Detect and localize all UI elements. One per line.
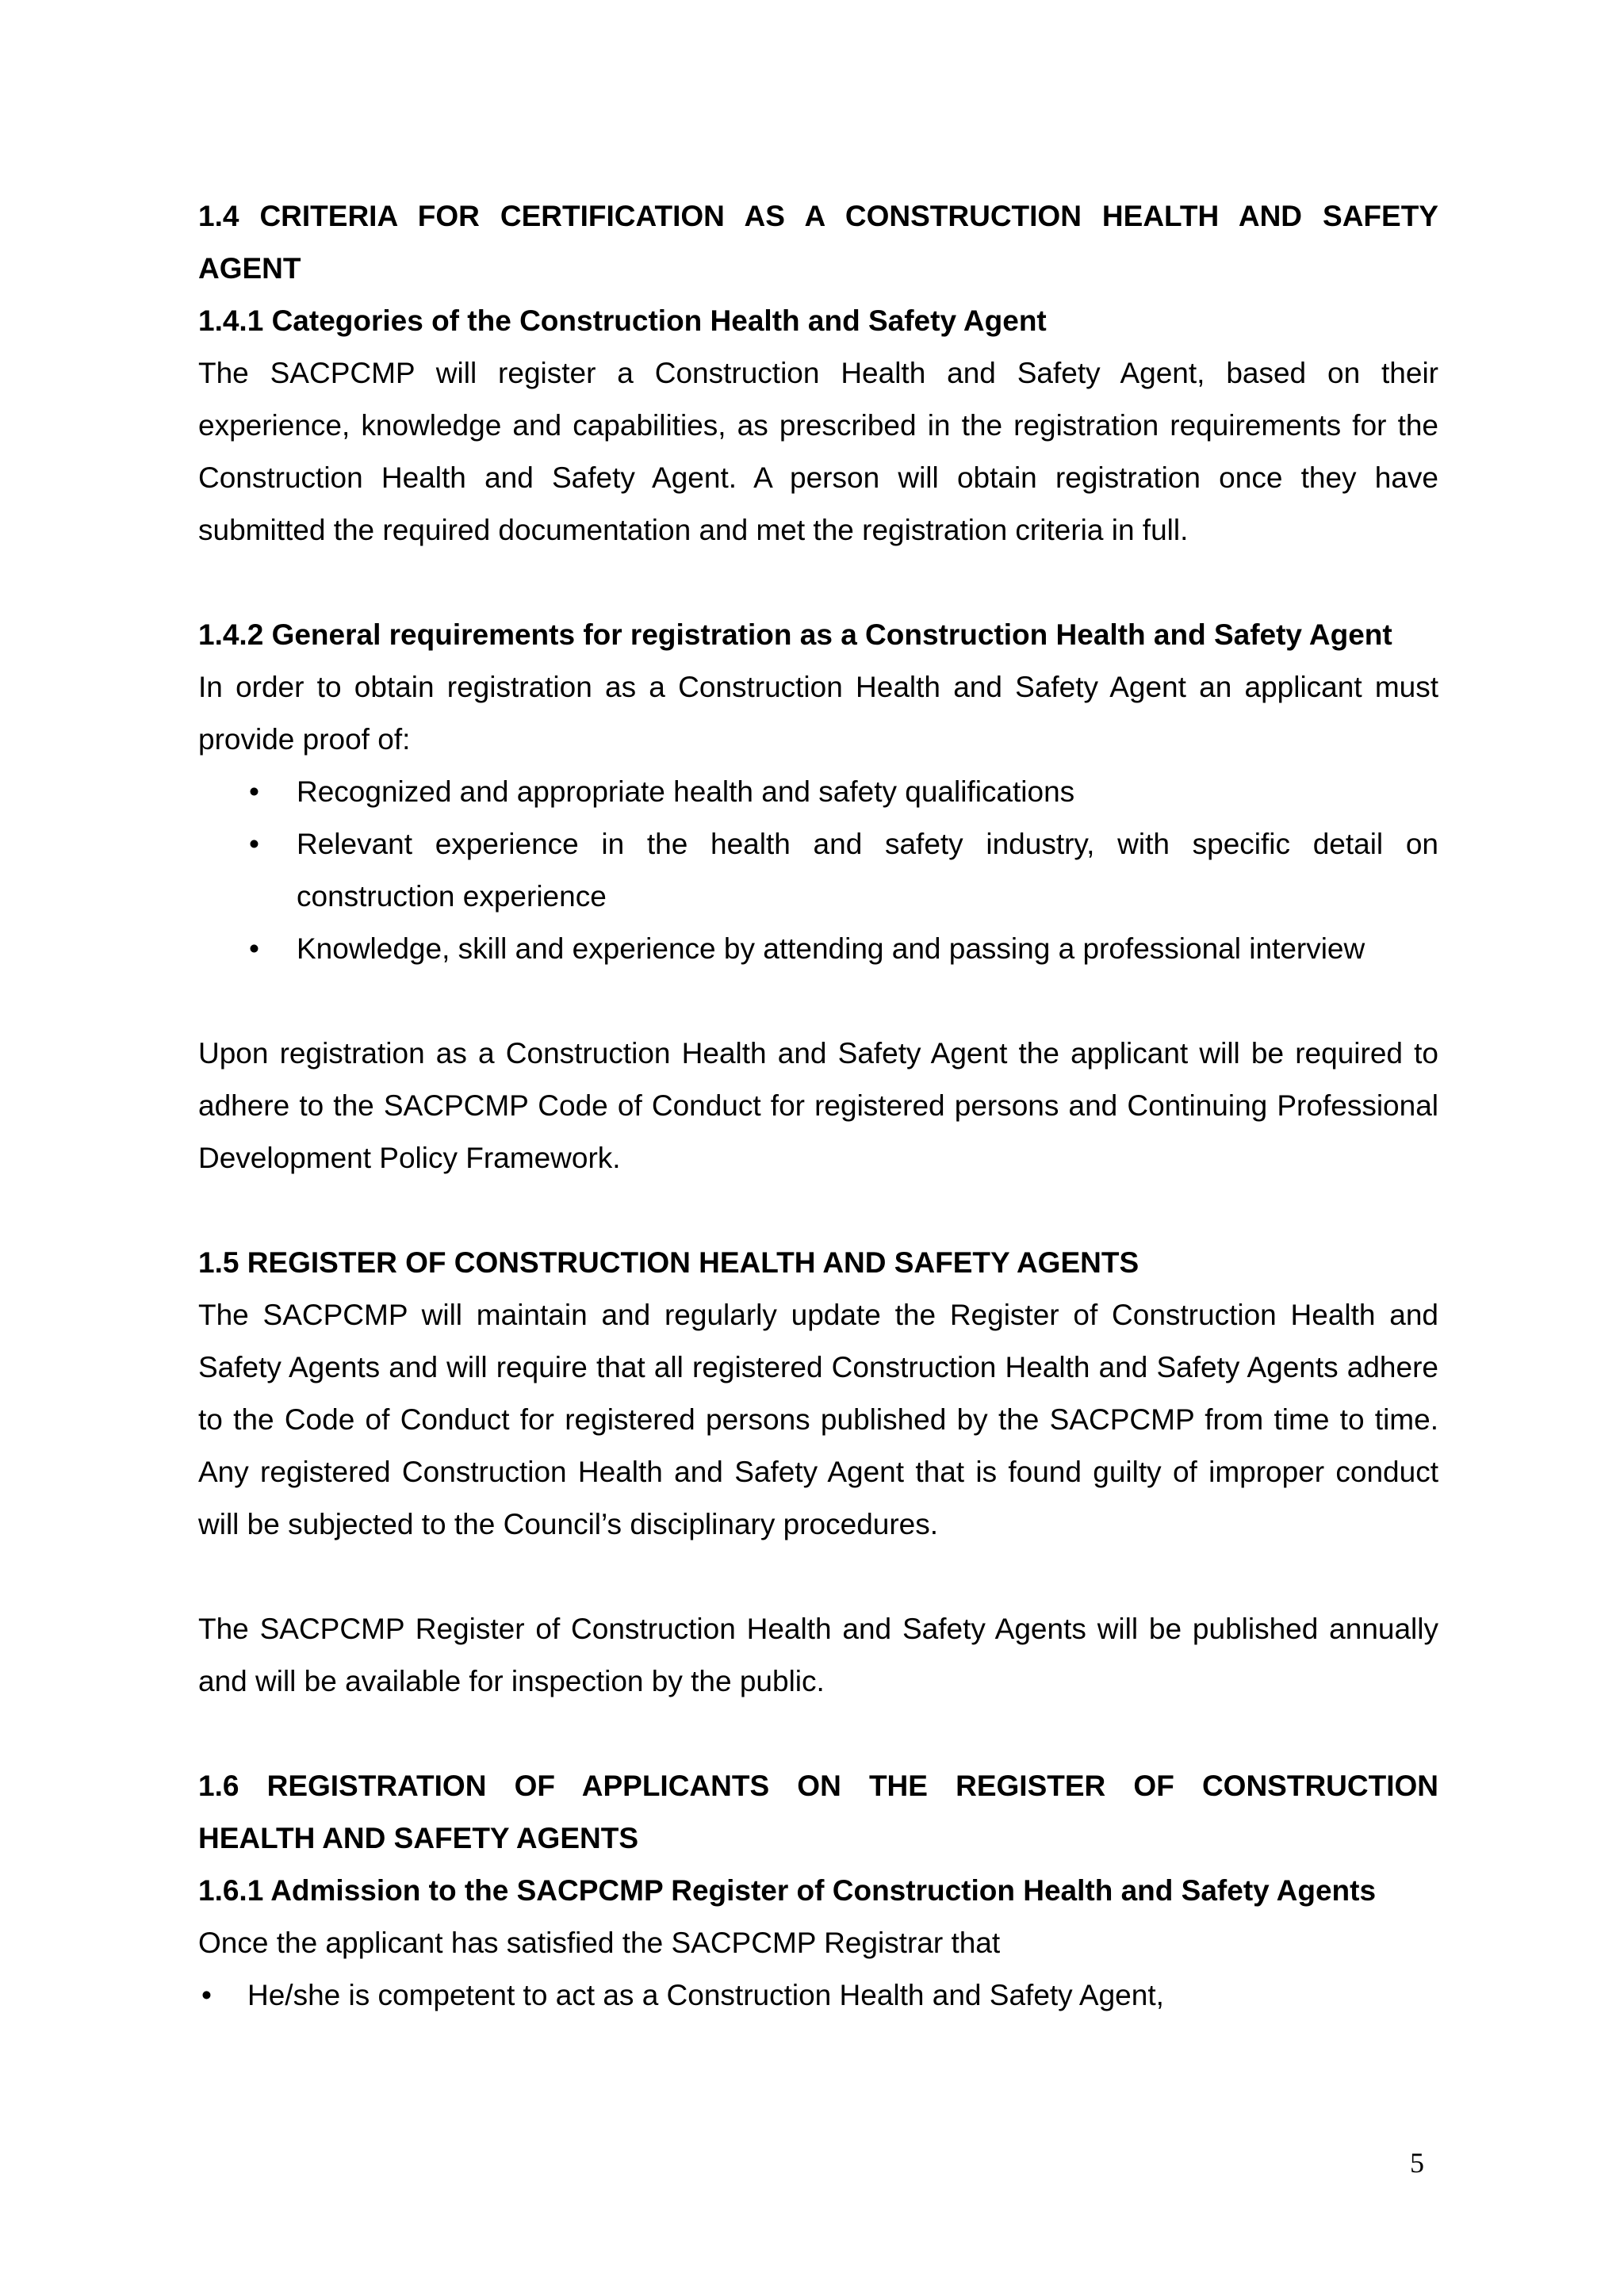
- section-1-4-2-closing: Upon registration as a Construction Health and Safety Agent the applicant will be required to adhere to the SACPCMP Code of Conduct for registered persons and Continuing Professional Development Policy Framework.: [198, 1037, 1438, 1174]
- section-1-4-2-intro: In order to obtain registration as a Construction Health and Safety Agent an applicant must provide proof of:: [198, 671, 1438, 756]
- section-1-4-1-body: The SACPCMP will register a Construction Health and Safety Agent, based on their experience, knowledge and capabilities, as prescribed in the registration requirements for the Construction Health and Safety Agent. A person will obtain registration once they have submitted the required documentation and met the registration criteria in full.: [198, 357, 1438, 546]
- spacer: [198, 975, 1438, 1027]
- spacer: [198, 1708, 1438, 1760]
- bullet-icon: •: [249, 932, 259, 965]
- list-item: [198, 818, 1438, 923]
- list-item: [198, 1969, 1438, 2022]
- section-1-6-1-intro: Once the applicant has satisfied the SACPCMP Registrar that: [198, 1927, 1001, 1959]
- spacer: [198, 557, 1438, 609]
- section-1-5-heading: 1.5 REGISTER OF CONSTRUCTION HEALTH AND SAFETY AGENTS: [198, 1246, 1139, 1279]
- section-1-5-para2: The SACPCMP Register of Construction Health and Safety Agents will be published annually and will be available for inspection by the public.: [198, 1613, 1438, 1697]
- admission-list: [198, 1969, 1438, 2022]
- spacer: [198, 1184, 1438, 1237]
- section-1-6-heading: 1.6 REGISTRATION OF APPLICANTS ON THE REGISTER OF CONSTRUCTION: [198, 1770, 1438, 1802]
- section-1-4-1-heading: 1.4.1 Categories of the Construction Health and Safety Agent: [198, 304, 1047, 337]
- page-body: [198, 190, 1438, 2022]
- bullet-icon: •: [201, 1979, 212, 2011]
- requirements-list: [198, 766, 1438, 975]
- page-number: 5: [1410, 2147, 1424, 2179]
- list-item-text: Knowledge, skill and experience by attending and passing a professional interview: [297, 932, 1365, 965]
- section-1-5-para1: The SACPCMP will maintain and regularly update the Register of Construction Health and Safety Agents and will require that all registered Construction Health and Safety Agents adhere to the Code of Conduct for registered persons published by the SACPCMP from time to time. Any registered Construction Health and Safety Agent that is found guilty of improper conduct will be subjected to the Council’s disciplinary procedures.: [198, 1299, 1438, 1540]
- list-item-text: He/she is competent to act as a Construction Health and Safety Agent,: [247, 1979, 1164, 2011]
- list-item: [198, 923, 1438, 975]
- section-1-4-2-heading: 1.4.2 General requirements for registration as a Construction Health and Safety Agent: [198, 618, 1392, 651]
- list-item: [198, 766, 1438, 818]
- bullet-icon: •: [249, 828, 259, 860]
- spacer: [198, 1551, 1438, 1603]
- bullet-icon: •: [249, 775, 259, 808]
- section-1-6-heading-cont: HEALTH AND SAFETY AGENTS: [198, 1822, 639, 1854]
- section-1-4-heading: 1.4 CRITERIA FOR CERTIFICATION AS A CONSTRUCTION HEALTH AND SAFETY: [198, 200, 1438, 232]
- section-1-4-heading-cont: AGENT: [198, 252, 301, 285]
- list-item-text: Recognized and appropriate health and safety qualifications: [297, 775, 1075, 808]
- section-1-6-1-heading: 1.6.1 Admission to the SACPCMP Register of Construction Health and Safety Agents: [198, 1874, 1377, 1907]
- list-item-text: Relevant experience in the health and safety industry, with specific detail on construction experience: [297, 828, 1438, 913]
